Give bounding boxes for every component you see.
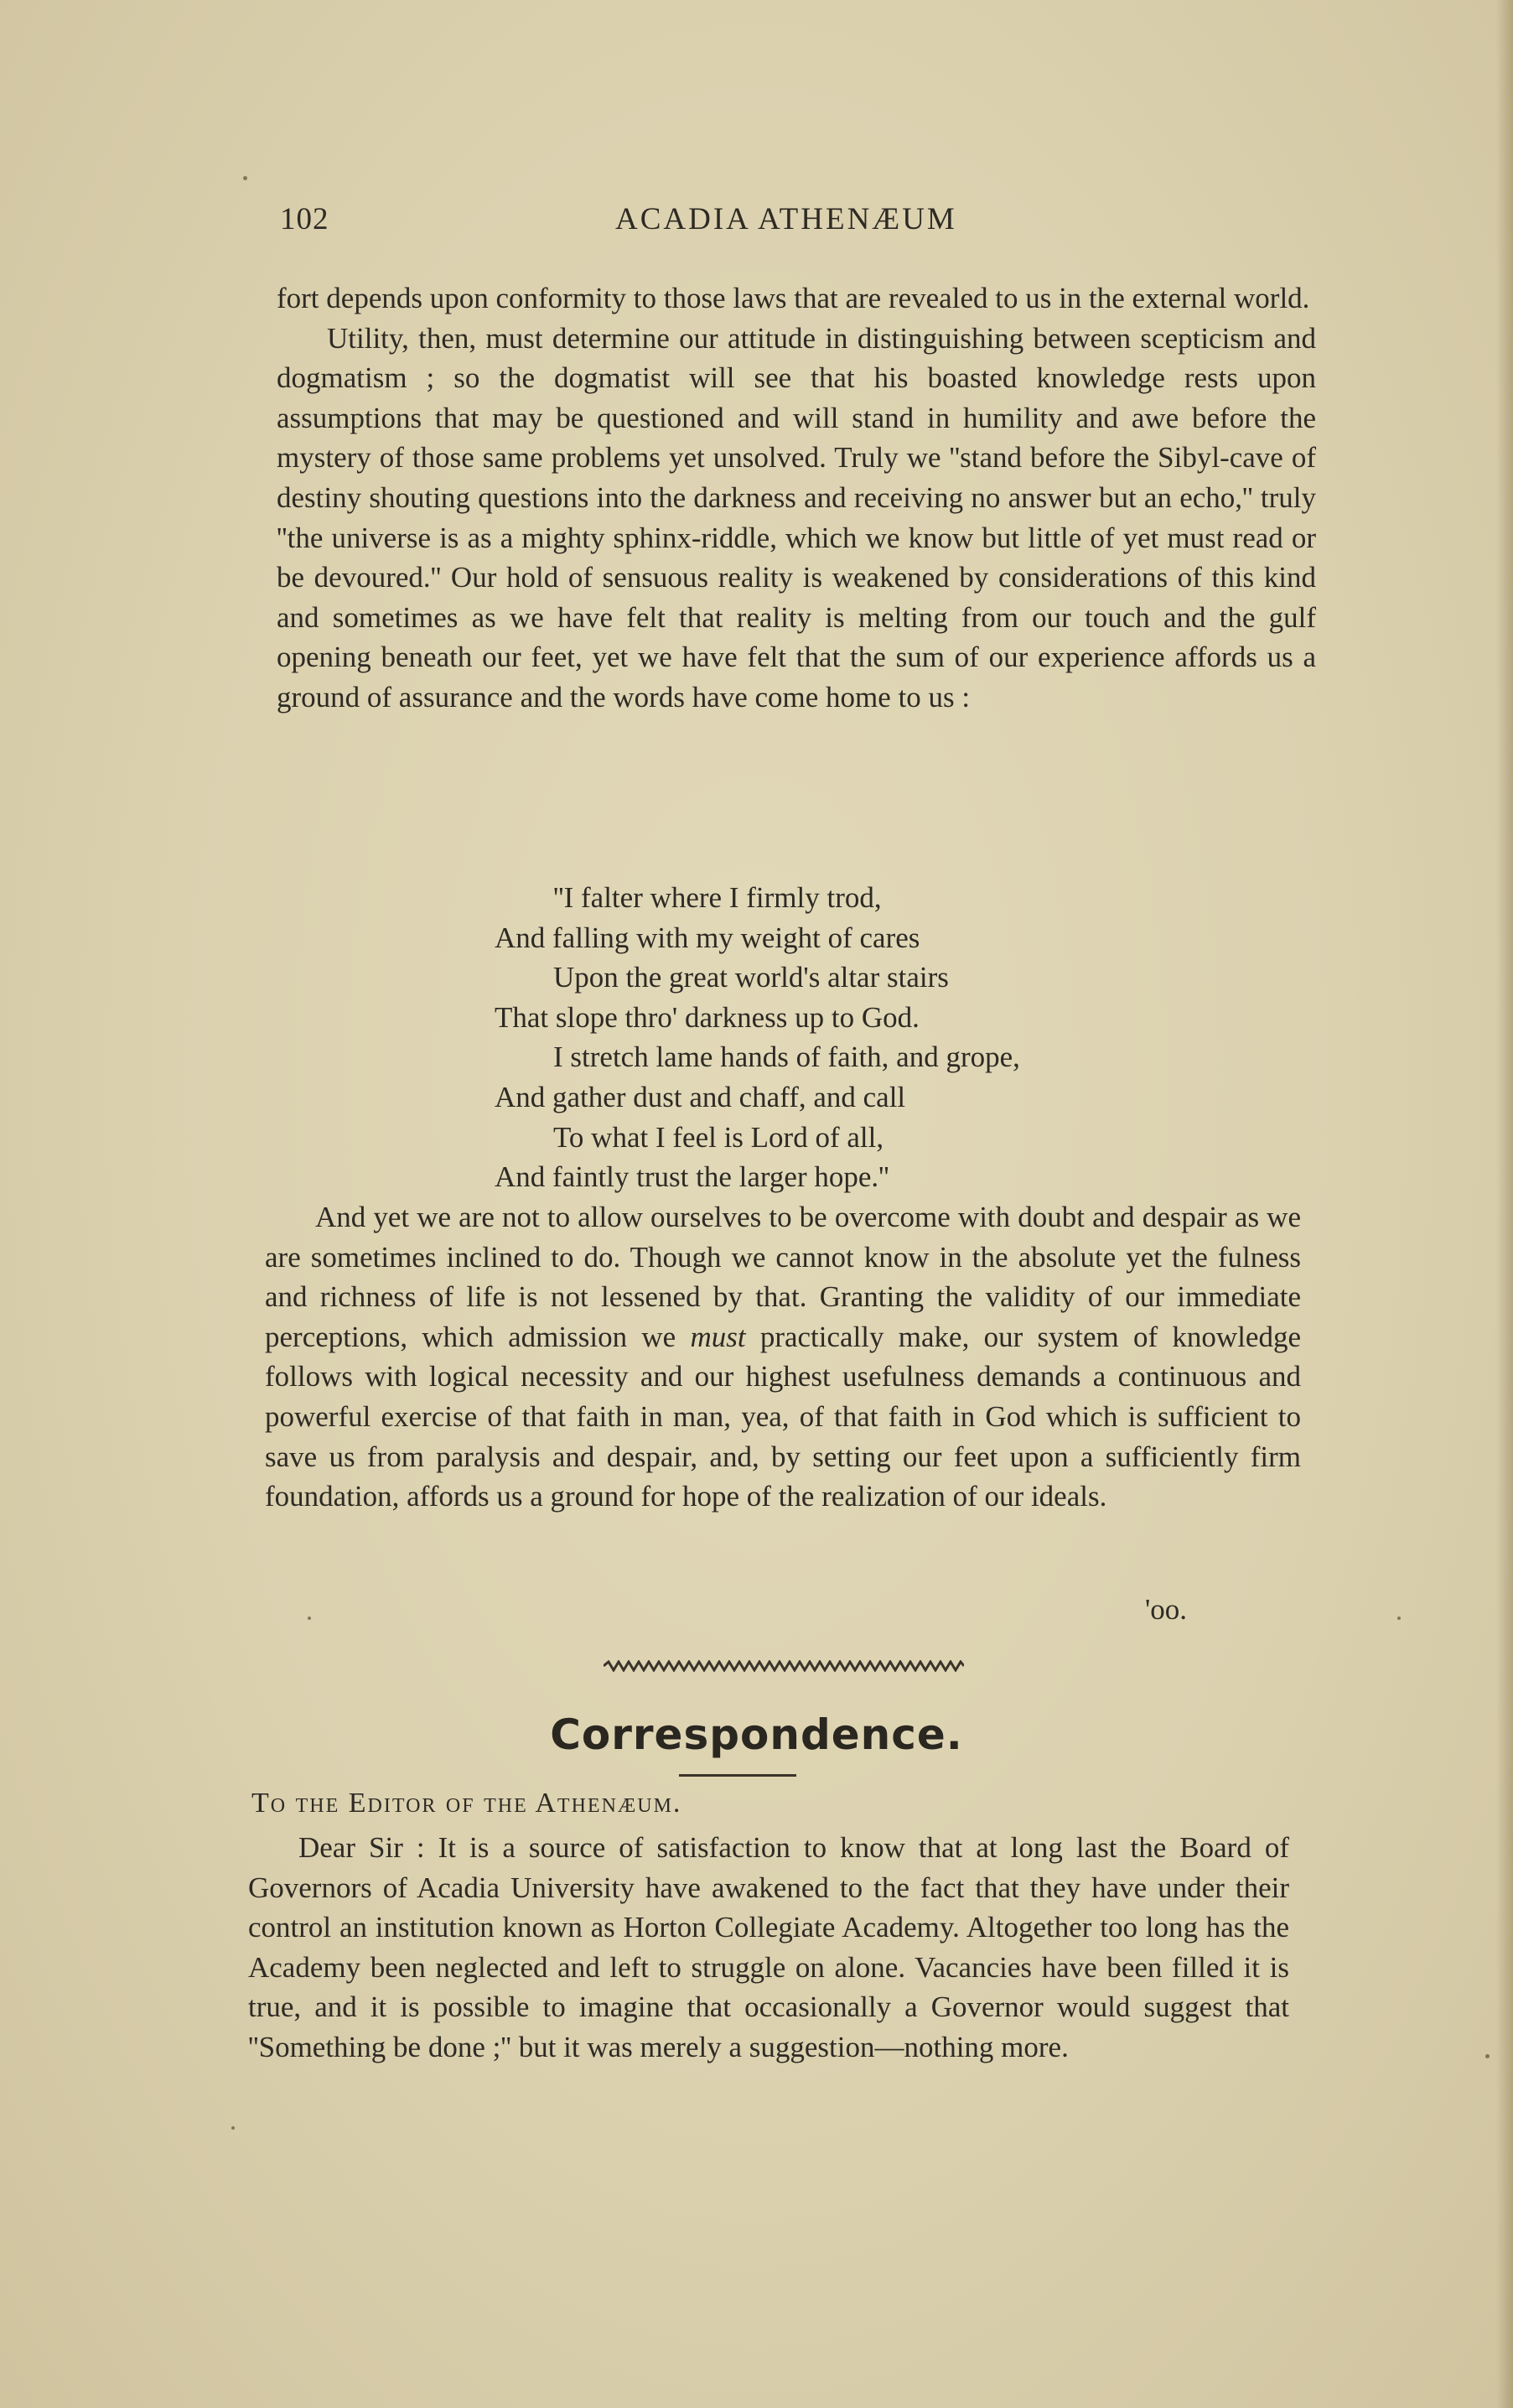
paper-speck: [243, 176, 247, 180]
quoted-poem: [495, 878, 1020, 1197]
decorative-ornament-rule: [604, 1660, 964, 1672]
journal-title: ACADIA ATHENÆUM: [615, 202, 957, 236]
page-edge-shadow: [1496, 0, 1513, 2408]
poem-line: That slope thro' darkness up to God.: [495, 1000, 920, 1034]
poem-line: And falling with my weight of cares: [495, 921, 920, 954]
paper-speck: [308, 1617, 311, 1620]
paper-speck: [1397, 1617, 1401, 1620]
page-number: 102: [280, 202, 329, 236]
essay-closing: [265, 1197, 1301, 1517]
running-head: [280, 201, 1311, 243]
poem-line: And faintly trust the larger hope.'': [495, 1160, 889, 1194]
closing-text-end: practically make, our system of knowledge follows with logical necessity and our highest usefulness demands a continuous and powerful exercise of that faith in man, yea, of that faith in God which is sufficient to save us from paralysis and despair, and, by setting our feet upon a sufficiently firm foundation, affords us a ground for hope of the realization of our ideals.: [265, 1320, 1301, 1513]
poem-line: ''I falter where I firmly trod,: [553, 881, 882, 914]
emphasis-must: must: [690, 1320, 746, 1353]
poem-line: I stretch lame hands of faith, and grope,: [553, 1041, 1020, 1074]
section-title-correspondence: Correspondence.: [550, 1710, 963, 1759]
paper-speck: [1485, 2054, 1490, 2058]
paper-speck: [231, 2126, 235, 2130]
essay-paragraph-2: Utility, then, must determine our attitude in distinguishing between scepticism and dogmatism ; so the dogmatist will see that his boasted knowledge rests upon assumptions that may be questioned and will stand in humility and awe before the mystery of those same problems yet unsolved. Truly we ''stand before the Sibyl-cave of destiny shouting questions into the darkness and receiving no answer but an echo,'' truly ''the universe is as a mighty sphinx-riddle, which we know but little of yet must read or be devoured.'' Our hold of sensuous reality is weakened by considerations of this kind and sometimes as we have felt that reality is melting from our touch and the gulf opening beneath our feet, yet we have felt that the sum of our experience affords us a ground of assurance and the words have come home to us :: [277, 321, 1316, 714]
letter-paragraph: Dear Sir : It is a source of satisfaction to know that at long last the Board of Governors of Acadia University have awakened to the fact that they have under their control an institution known as Horton Collegiate Academy. Altogether too long has the Academy been neglected and left to struggle on alone. Vacancies have been filled it is true, and it is possible to imagine that occasionally a Governor would suggest that ''Something be done ;'' but it was merely a suggestion—nothing more.: [248, 1831, 1289, 2063]
closing-text-start: And yet we are not to allow ourselves to be overcome with doubt and despair as we are sometimes inclined to do. Though we cannot know in the absolute yet the fulness and richness of life is not lessened by that. Granting the validity of our immediate perceptions, which admission we: [265, 1201, 1301, 1353]
essay-opening: [277, 278, 1316, 718]
poem-line: To what I feel is Lord of all,: [553, 1120, 884, 1154]
poem-line: Upon the great world's altar stairs: [553, 961, 949, 994]
letter-salutation: To the Editor of the Athenæum.: [251, 1788, 682, 1819]
essay-paragraph-1: fort depends upon conformity to those laws that are revealed to us in the external world.: [277, 282, 1310, 314]
letter-body: [248, 1828, 1289, 2068]
poem-line: And gather dust and chaff, and call: [495, 1080, 906, 1113]
essay-paragraph-3: [265, 1197, 1301, 1517]
title-underline: [679, 1774, 796, 1777]
author-signature: 'oo.: [1145, 1593, 1188, 1626]
